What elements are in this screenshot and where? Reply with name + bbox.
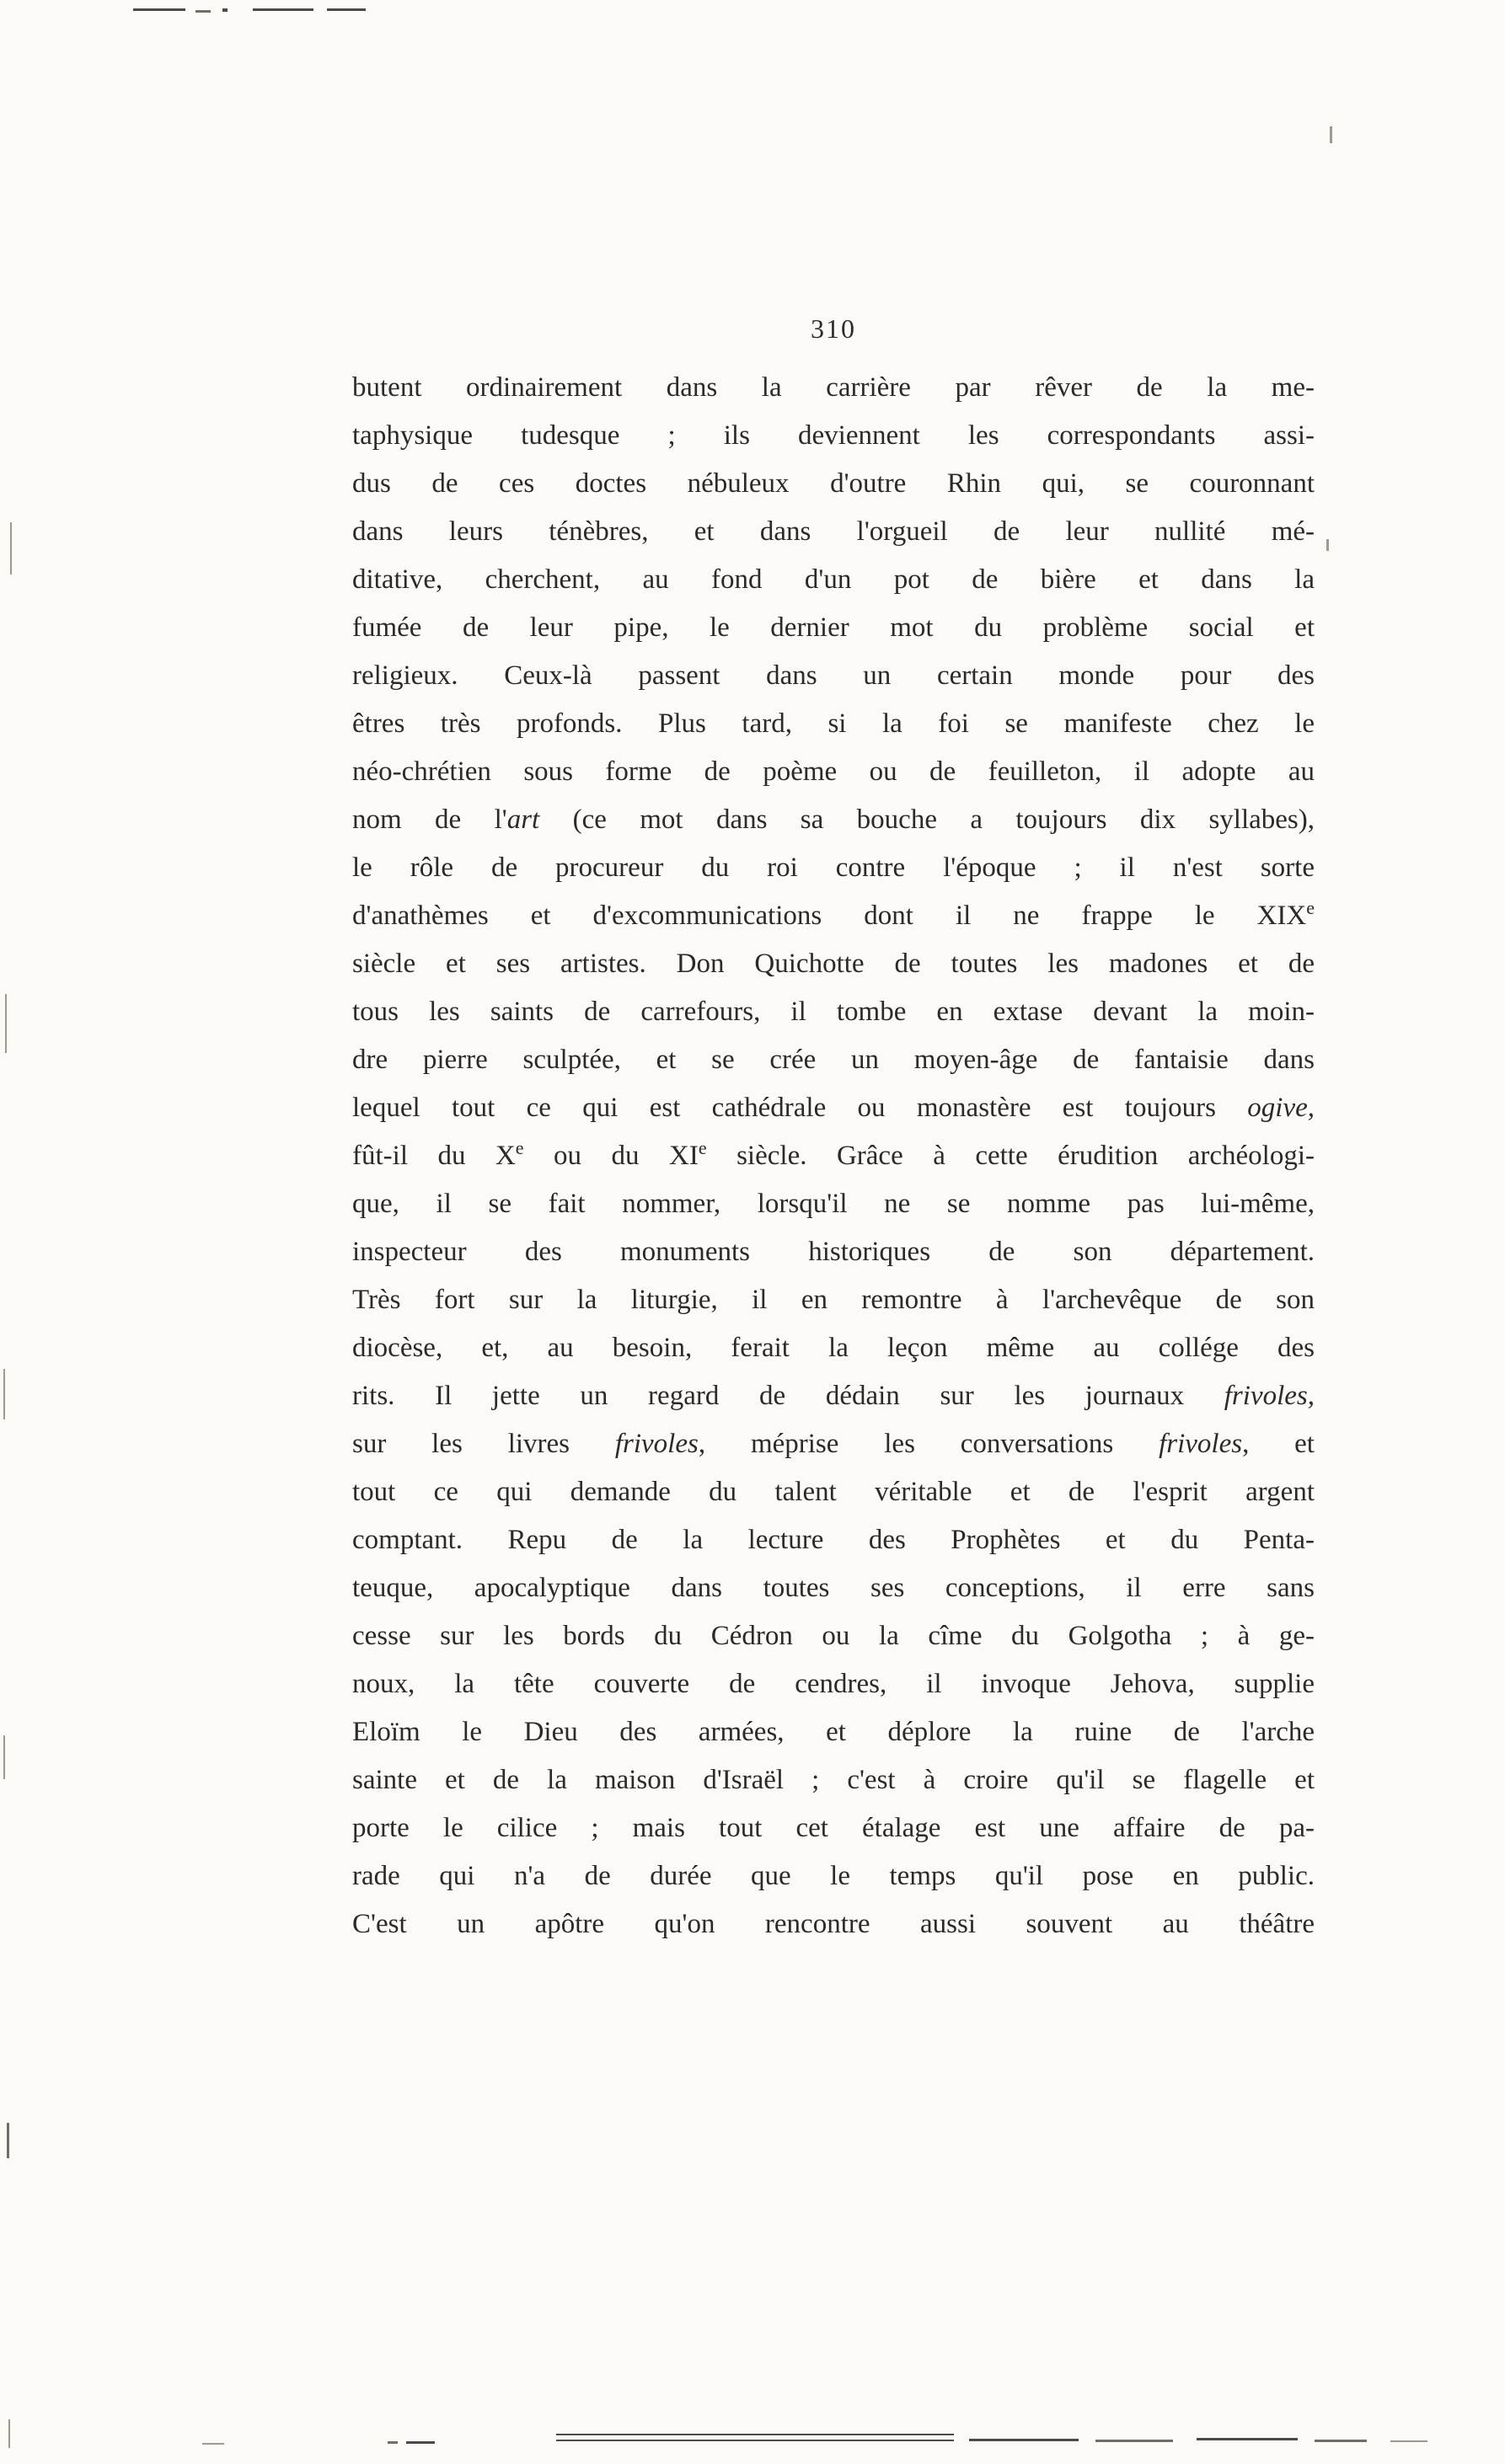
text-line — [352, 1372, 1315, 1420]
text-line — [352, 1660, 1315, 1708]
text-segment: nom de l' — [352, 804, 507, 835]
text-segment: sur les livres — [352, 1429, 615, 1459]
scan-artifact-left-tick — [10, 522, 12, 575]
text-segment: butent ordinairement dans la carrière par rêver de la me- — [352, 372, 1315, 403]
scan-artifact-top-dash — [195, 10, 211, 13]
text-segment: le rôle de procureur du roi contre l'époque ; il n'est sorte — [352, 853, 1315, 883]
superscript: e — [698, 1137, 707, 1158]
text-segment: dans leurs ténèbres, et dans l'orgueil de leur nullité mé- — [352, 516, 1315, 547]
superscript: e — [1306, 897, 1315, 918]
text-segment: tout ce qui demande du talent véritable et de l'esprit argent — [352, 1477, 1315, 1507]
text-line — [352, 1900, 1315, 1948]
text-segment: C'est un apôtre qu'on rencontre aussi souvent au théâtre — [352, 1909, 1315, 1939]
text-segment: porte le cilice ; mais tout cet étalage est une affaire de pa- — [352, 1813, 1315, 1843]
text-line — [352, 1468, 1315, 1516]
italic-word: frivoles — [1159, 1429, 1243, 1459]
text-segment: Très fort sur la liturgie, il en remontre à l'archevêque de son — [352, 1285, 1315, 1315]
text-segment: siècle et ses artistes. Don Quichotte de toutes les madones et de — [352, 949, 1315, 979]
scan-artifact-bottom-dash — [202, 2443, 224, 2445]
scan-artifact-left-tick — [7, 2123, 9, 2158]
text-line — [352, 556, 1315, 604]
text-line — [352, 1132, 1315, 1180]
italic-word: frivoles, — [1224, 1381, 1315, 1411]
italic-word: ogive, — [1247, 1093, 1315, 1123]
text-line — [352, 748, 1315, 796]
text-segment: religieux. Ceux-là passent dans un certain monde pour des — [352, 660, 1315, 691]
text-segment: diocèse, et, au besoin, ferait la leçon même au collége des — [352, 1333, 1315, 1363]
text-line — [352, 1180, 1315, 1228]
text-segment: (ce mot dans sa bouche a toujours dix syllabes), — [539, 804, 1315, 835]
scan-artifact-bottom-rule — [556, 2434, 954, 2435]
scan-artifact-top-dash — [253, 8, 313, 11]
scan-artifact-left-tick — [5, 994, 7, 1053]
scan-artifact-bottom-dash — [406, 2441, 435, 2444]
scan-artifact-bottom-dash — [1197, 2438, 1298, 2440]
text-segment: que, il se fait nommer, lorsqu'il ne se nomme pas lui-même, — [352, 1189, 1315, 1219]
text-line — [352, 844, 1315, 892]
italic-word: frivoles — [614, 1429, 699, 1459]
text-segment: sainte et de la maison d'Israël ; c'est à croire qu'il se flagelle et — [352, 1765, 1315, 1795]
text-line — [352, 1276, 1315, 1324]
text-line — [352, 1804, 1315, 1852]
text-segment: ditative, cherchent, au fond d'un pot de bière et dans la — [352, 564, 1315, 595]
text-line — [352, 1420, 1315, 1468]
text-segment: noux, la tête couverte de cendres, il invoque Jehova, supplie — [352, 1669, 1315, 1699]
scan-artifact-top-dash — [133, 8, 185, 11]
text-line — [352, 604, 1315, 652]
text-line — [352, 1228, 1315, 1276]
text-segment: rits. Il jette un regard de dédain sur les journaux — [352, 1381, 1224, 1411]
text-segment: rade qui n'a de durée que le temps qu'il pose en public. — [352, 1861, 1315, 1891]
scan-artifact-top-dot — [222, 8, 228, 12]
italic-word: art — [506, 804, 540, 835]
text-segment: fût-il du X — [352, 1141, 516, 1171]
text-segment: néo-chrétien sous forme de poème ou de feuilleton, il adopte au — [352, 756, 1315, 787]
text-line — [352, 1084, 1315, 1132]
scan-artifact-bottom-dash — [1390, 2440, 1427, 2442]
scan-artifact-right-tick — [1326, 539, 1329, 551]
text-segment: dre pierre sculptée, et se crée un moyen-âge de fantaisie dans — [352, 1045, 1315, 1075]
scan-artifact-bottom-rule — [556, 2440, 954, 2441]
text-segment: d'anathèmes et d'excommunications dont il ne frappe le XIX — [352, 901, 1307, 931]
text-line — [352, 988, 1315, 1036]
scan-artifact-bottom-dash — [388, 2441, 398, 2444]
text-line — [352, 892, 1315, 940]
text-line — [352, 796, 1315, 844]
text-line — [352, 364, 1315, 412]
scan-artifact-left-tick — [8, 2419, 10, 2448]
text-segment: siècle. Grâce à cette érudition archéologi- — [706, 1141, 1315, 1171]
scan-artifact-bottom-dash — [969, 2439, 1079, 2441]
text-line — [352, 1324, 1315, 1372]
text-line — [352, 412, 1315, 460]
text-line — [352, 1708, 1315, 1756]
text-segment: comptant. Repu de la lecture des Prophètes et du Penta- — [352, 1525, 1315, 1555]
text-line — [352, 1852, 1315, 1900]
text-segment: cesse sur les bords du Cédron ou la cîme du Golgotha ; à ge- — [352, 1621, 1315, 1651]
text-segment: inspecteur des monuments historiques de son département. — [352, 1237, 1315, 1267]
text-segment: , et — [1242, 1429, 1315, 1459]
text-line — [352, 460, 1315, 508]
scan-artifact-right-tick — [1330, 126, 1332, 143]
text-segment: lequel tout ce qui est cathédrale ou monastère est toujours — [352, 1093, 1248, 1123]
scan-artifact-bottom-dash — [1095, 2440, 1173, 2442]
text-segment: fumée de leur pipe, le dernier mot du problème social et — [352, 612, 1315, 643]
text-line — [352, 1516, 1315, 1564]
text-line — [352, 1564, 1315, 1612]
text-line — [352, 1036, 1315, 1084]
text-segment: teuque, apocalyptique dans toutes ses conceptions, il erre sans — [352, 1573, 1315, 1603]
text-line — [352, 652, 1315, 700]
page-text — [352, 364, 1315, 1948]
text-segment: , méprise les conversations — [698, 1429, 1160, 1459]
text-line — [352, 1756, 1315, 1804]
text-segment: êtres très profonds. Plus tard, si la foi se manifeste chez le — [352, 708, 1315, 739]
text-segment: ou du XI — [523, 1141, 699, 1171]
text-line — [352, 700, 1315, 748]
text-line — [352, 1612, 1315, 1660]
scan-artifact-left-tick — [3, 1369, 5, 1419]
text-segment: Eloïm le Dieu des armées, et déplore la ruine de l'arche — [352, 1717, 1315, 1747]
page-number: 310 — [811, 313, 856, 344]
text-segment: tous les saints de carrefours, il tombe en extase devant la moin- — [352, 997, 1315, 1027]
scan-artifact-top-dash — [327, 8, 366, 11]
text-line — [352, 940, 1315, 988]
text-segment: taphysique tudesque ; ils deviennent les correspondants assi- — [352, 420, 1315, 451]
scan-artifact-bottom-dash — [1315, 2440, 1367, 2442]
text-segment: dus de ces doctes nébuleux d'outre Rhin qui, se couronnant — [352, 468, 1315, 499]
scan-artifact-left-tick — [3, 1735, 5, 1779]
text-line — [352, 508, 1315, 556]
superscript: e — [515, 1137, 524, 1158]
